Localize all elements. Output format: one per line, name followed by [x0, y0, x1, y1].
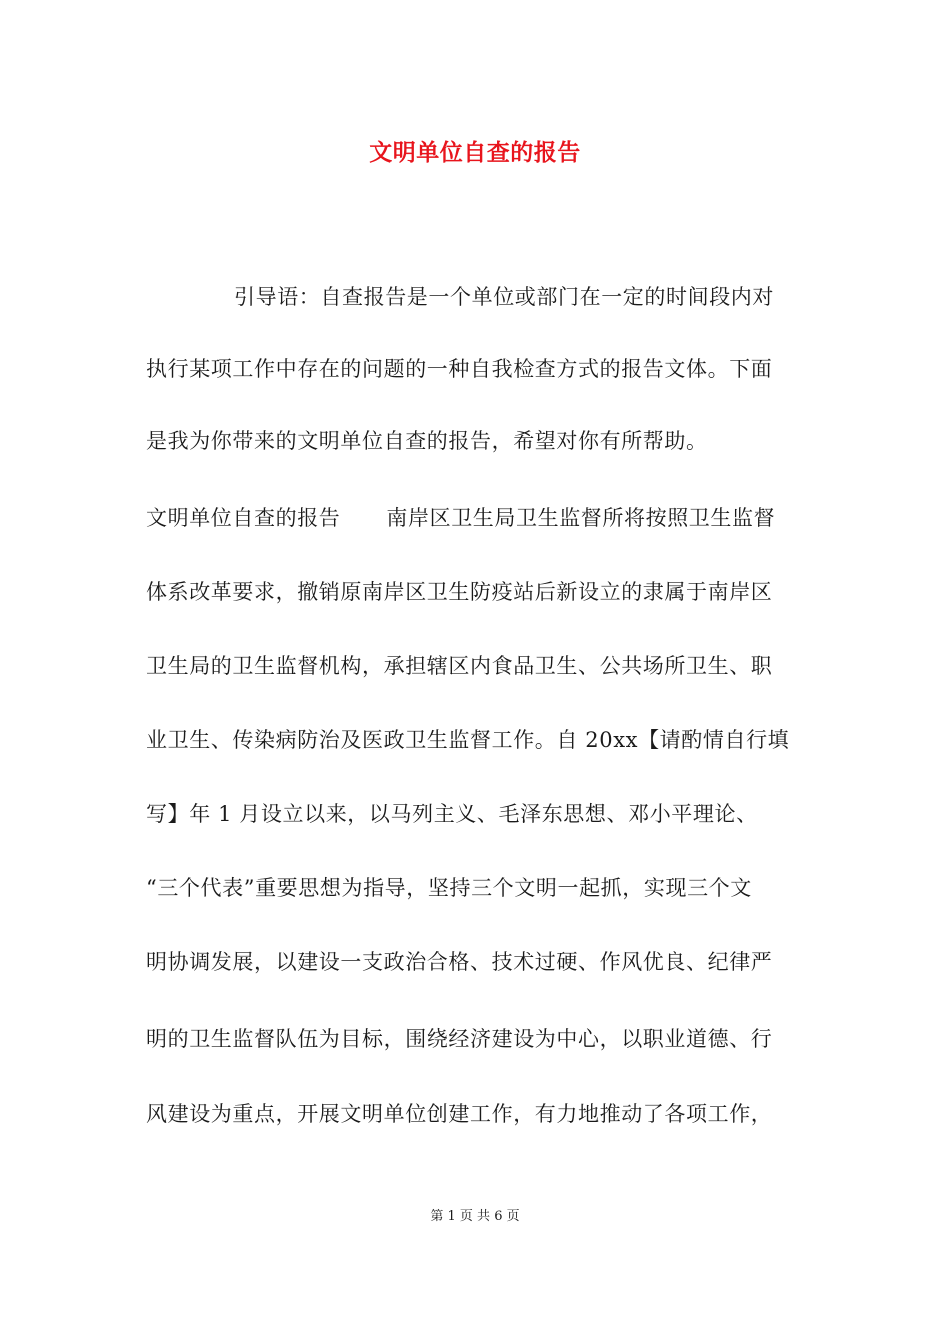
- body-line-6: 明协调发展，以建设一支政治合格、技术过硬、作风优良、纪律严: [146, 950, 773, 974]
- body-first-line: [146, 503, 806, 533]
- body-line-2: 卫生局的卫生监督机构，承担辖区内食品卫生、公共场所卫生、职: [146, 654, 773, 678]
- page-number: 第 1 页 共 6 页: [430, 1209, 520, 1224]
- intro-line-2: 执行某项工作中存在的问题的一种自我检查方式的报告文体。下面: [146, 357, 773, 381]
- body-line-8: 风建设为重点，开展文明单位创建工作，有力地推动了各项工作，: [146, 1102, 773, 1126]
- intro-line-3: 是我为你带来的文明单位自查的报告，希望对你有所帮助。: [146, 429, 708, 453]
- document-title: 文明单位自查的报告: [369, 139, 581, 166]
- intro-line-1: 引导语：自查报告是一个单位或部门在一定的时间段内对: [234, 285, 774, 309]
- body-line-3: 业卫生、传染病防治及医政卫生监督工作。自 20xx【请酌情自行填: [146, 728, 790, 752]
- body-line-7: 明的卫生监督队伍为目标，围绕经济建设为中心，以职业道德、行: [146, 1027, 773, 1051]
- body-first-line-text: 南岸区卫生局卫生监督所将按照卫生监督: [386, 506, 776, 530]
- body-line-1: 体系改革要求，撤销原南岸区卫生防疫站后新设立的隶属于南岸区: [146, 580, 773, 604]
- body-line-5: “三个代表”重要思想为指导，坚持三个文明一起抓，实现三个文: [146, 876, 752, 900]
- body-heading: 文明单位自查的报告: [146, 506, 341, 530]
- body-line-4: 写】年 1 月设立以来，以马列主义、毛泽东思想、邓小平理论、: [146, 802, 758, 826]
